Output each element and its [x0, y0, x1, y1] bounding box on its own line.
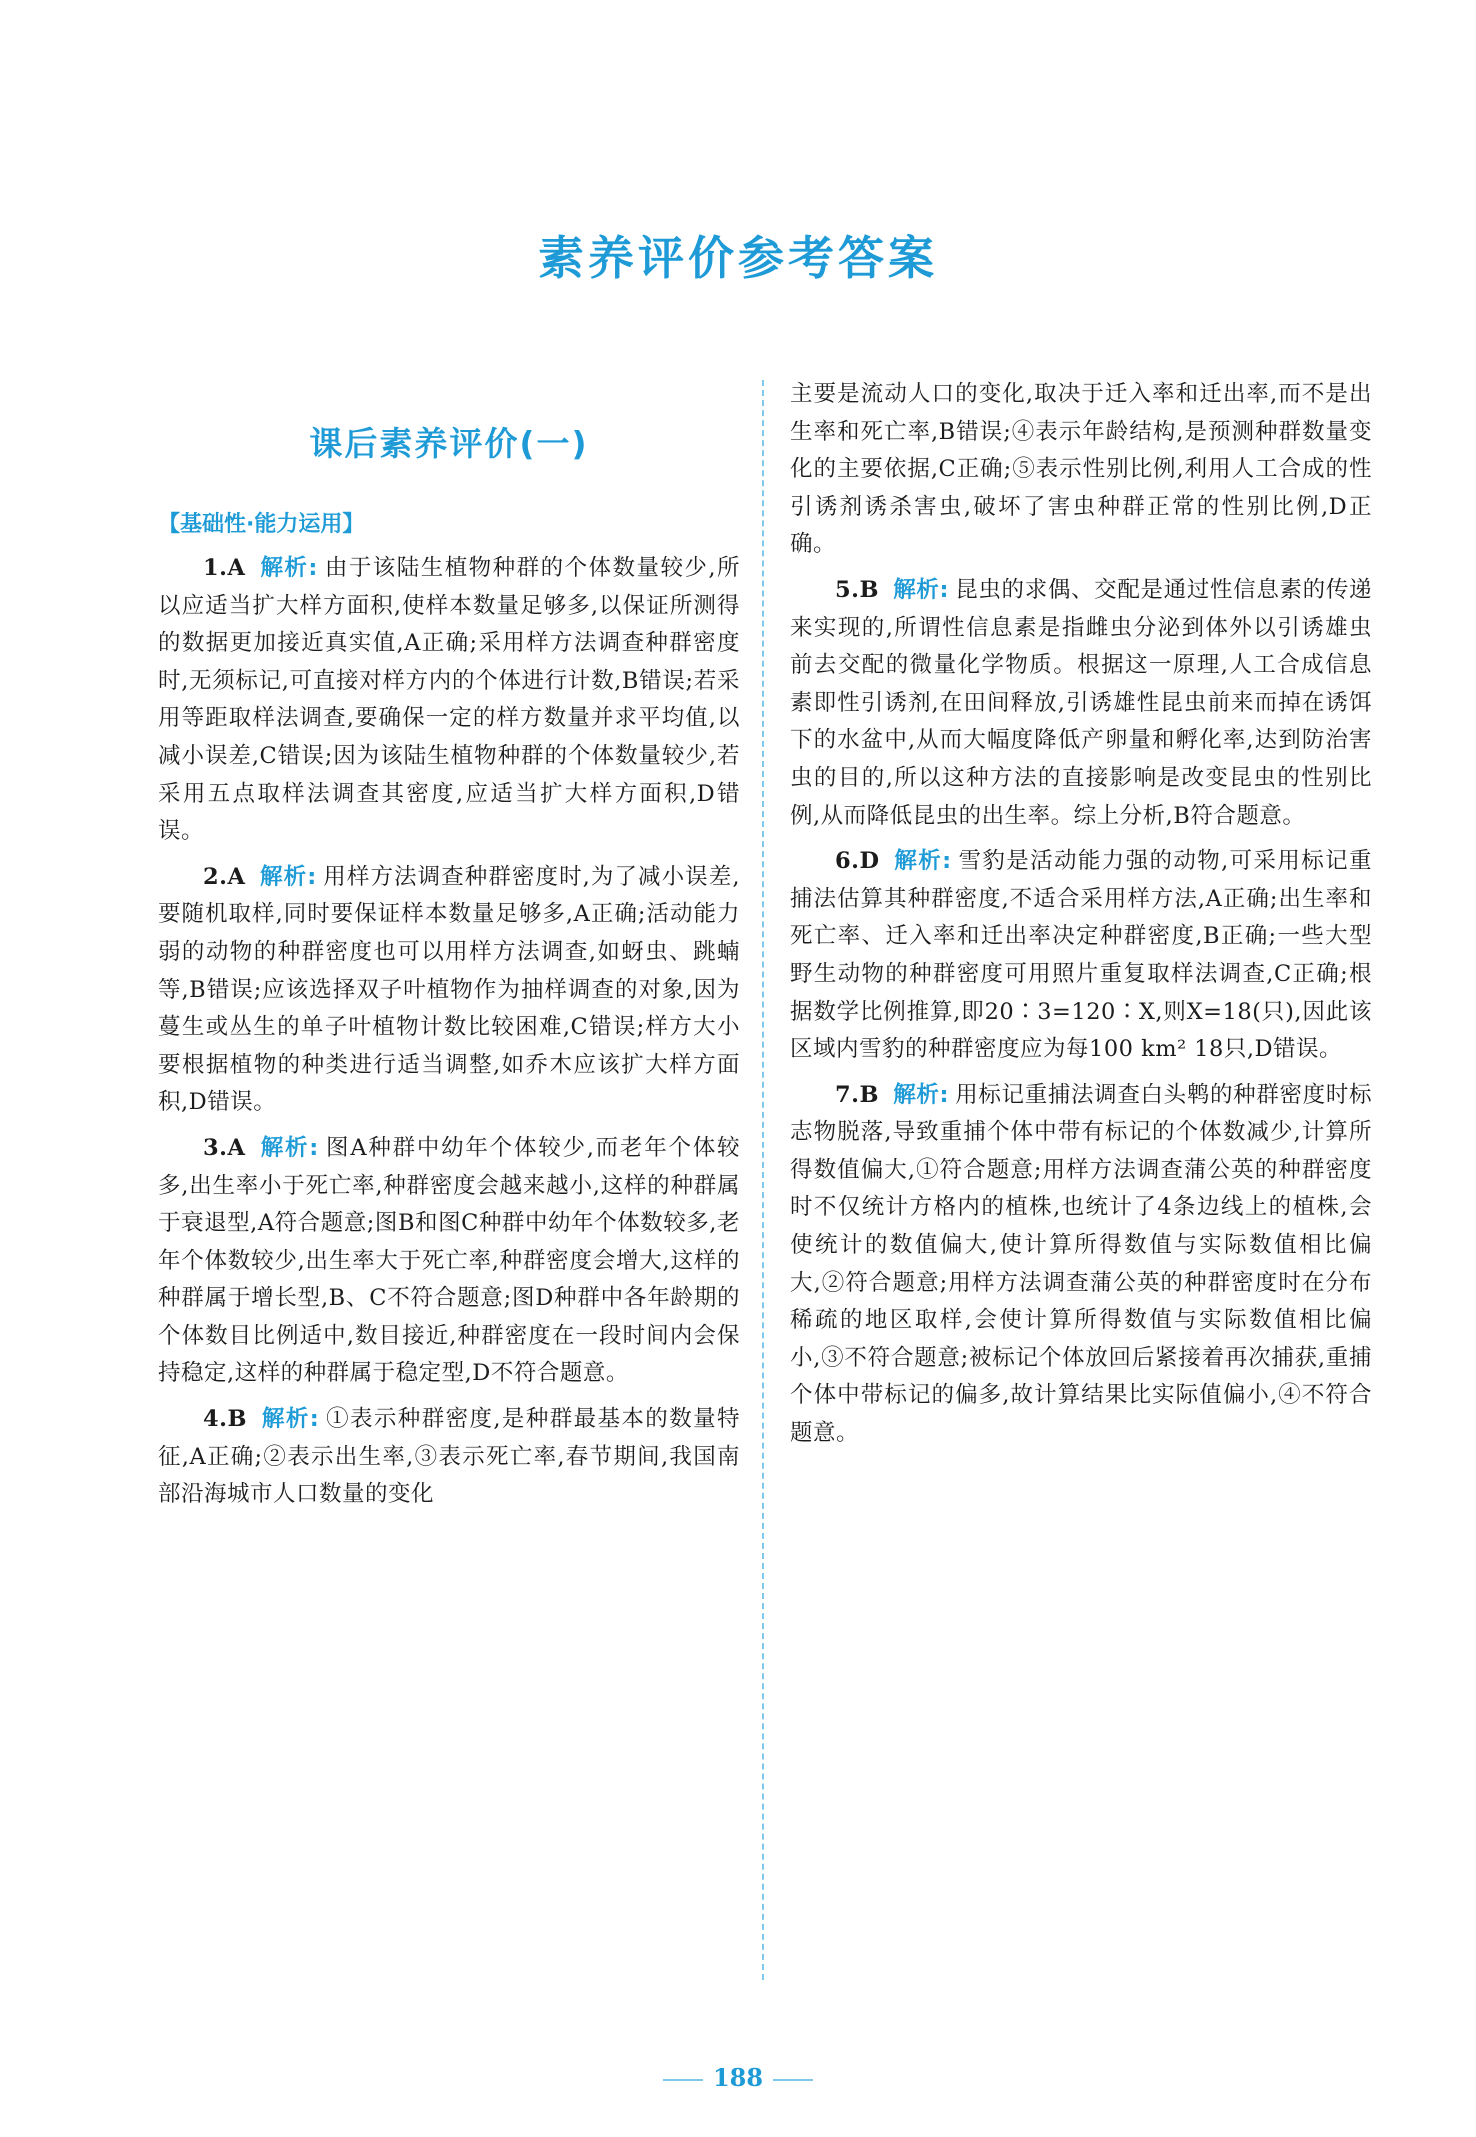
answer-2: 2.A 解析: 用样方法调查种群密度时,为了减小误差,要随机取样,同时要保证样本数量足够多,A正确;活动能力弱的动物的种群密度也可以用样方法调查,如蚜虫、跳蝻等,B错误;应该选择双子叶植物作为抽样调查的对象,因为蔓生或丛生的单子叶植物计数比较困难,C错误;样方大小要根据植物的种类进行适当调整,如乔木应该扩大样方面积,D错误。 — [158, 863, 740, 1116]
page-number-dash-left — [663, 2079, 703, 2081]
page-number-dash-right — [773, 2079, 813, 2081]
right-column — [790, 376, 1372, 1461]
left-column — [158, 418, 740, 1522]
answer-1: 1.A 解析: 由于该陆生植物种群的个体数量较少,所以应适当扩大样方面积,使样本数量足够多,以保证所测得的数据更加接近真实值,A正确;采用样方法调查种群密度时,无须标记,可直接对样方内的个体进行计数,B错误;若采用等距取样法调查,要确保一定的样方数量并求平均值,以减小误差,C错误;因为该陆生植物种群的个体数量较少,若采用五点取样法调查其密度,应适当扩大样方面积,D错误。 — [158, 555, 741, 845]
column-divider — [762, 380, 764, 1980]
page-number: 188 — [0, 2063, 1476, 2092]
answer-6: 6.D 解析: 雪豹是活动能力强的动物,可采用标记重捕法估算其种群密度,不适合采用样方法,A正确;出生率和死亡率、迁入率和迁出率决定种群密度,B正确;一些大型野生动物的种群密度可用照片重复取样法调查,C正确;根据数学比例推算,即20∶3=120∶X,则X=18(只),因此该区域内雪豹的种群密度应为每100 km² 18只,D错误。 — [790, 848, 1373, 1063]
answer-4-continued: 主要是流动人口的变化,取决于迁入率和迁出率,而不是出生率和死亡率,B错误;④表示年龄结构,是预测种群数量变化的主要依据,C正确;⑤表示性别比例,利用人工合成的性引诱剂诱杀害虫,破坏了害虫种群正常的性别比例,D正确。 — [790, 381, 1372, 558]
section-title: 课后素养评价(一) — [309, 424, 589, 463]
answer-5: 5.B 解析: 昆虫的求偶、交配是通过性信息素的传递来实现的,所谓性信息素是指雌虫分泌到体外以引诱雄虫前去交配的微量化学物质。根据这一原理,人工合成信息素即性引诱剂,在田间释放,引诱雄性昆虫前来而掉在诱饵下的水盆中,从而大幅度降低产卵量和孵化率,达到防治害虫的目的,所以这种方法的直接影响是改变昆虫的性别比例,从而降低昆虫的出生率。综上分析,B符合题意。 — [790, 576, 1372, 829]
section-tag: 【基础性·能力运用】 — [158, 512, 365, 537]
page-title: 素养评价参考答案 — [538, 231, 938, 285]
answer-3: 3.A 解析: 图A种群中幼年个体较少,而老年个体较多,出生率小于死亡率,种群密度会越来越小,这样的种群属于衰退型,A符合题意;图B和图C种群中幼年个体数较多,老年个体数较少,出生率大于死亡率,种群密度会增大,这样的种群属于增长型,B、C不符合题意;图D种群中各年龄期的个体数目比例适中,数目接近,种群密度在一段时间内会保持稳定,这样的种群属于稳定型,D不符合题意。 — [158, 1134, 741, 1387]
answer-7: 7.B 解析: 用标记重捕法调查白头鹎的种群密度时标志物脱落,导致重捕个体中带有标记的个体数减少,计算所得数值偏大,①符合题意;用样方法调查蒲公英的种群密度时不仅统计方格内的植株,也统计了4条边线上的植株,会使统计的数值偏大,使计算所得数值与实际数值相比偏大,②符合题意;用样方法调查蒲公英的种群密度时在分布稀疏的地区取样,会使计算所得数值与实际数值相比偏小,③不符合题意;被标记个体放回后紧接着再次捕获,重捕个体中带标记的偏多,故计算结果比实际值偏小,④不符合题意。 — [790, 1081, 1372, 1447]
answer-4: 4.B 解析: ①表示种群密度,是种群最基本的数量特征,A正确;②表示出生率,③表示死亡率,春节期间,我国南部沿海城市人口数量的变化 — [158, 1406, 740, 1508]
